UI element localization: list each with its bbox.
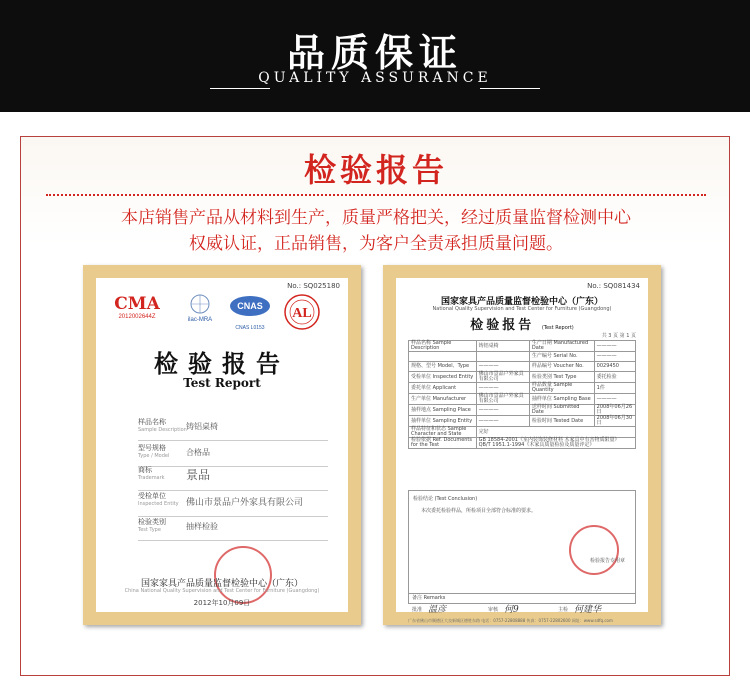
approver-signature: 温彦 — [428, 605, 447, 615]
banner-divider-left — [210, 88, 270, 89]
table-row: 生产单位 Manufacturer 佛山市景品户外家具有限公司 抽样单位 Sampling Base ———— — [409, 394, 636, 405]
field-value: 抽样检验 — [186, 522, 218, 531]
report-table — [408, 340, 636, 449]
field-value: 景品 — [186, 468, 211, 482]
red-seal-icon — [569, 525, 619, 575]
banner-subtitle: QUALITY ASSURANCE — [258, 70, 492, 86]
intro-line-2: 权威认证，正品销售，为客户全责承担质量问题。 — [189, 234, 563, 254]
cal-logo-icon — [282, 294, 322, 328]
cover-field-trademark: 商标 Trademark 景品 — [138, 464, 328, 491]
cma-logo-icon: CMA 2012002644Z — [114, 294, 160, 320]
header-banner — [0, 0, 750, 112]
dotted-divider — [46, 194, 706, 196]
table-row: 抽样单位 Sampling Entity ———— 检验时间 Tested Date 2008年06月30日 — [409, 416, 636, 427]
report-title: 检验报告 (Test Report) — [470, 318, 574, 333]
report-org: 国家家具产品质量监督检验中心（广东） — [440, 297, 603, 307]
conclusion-text: 本次委托检验样品，所检项目全部符合标准的要求。 — [421, 508, 537, 514]
tester-label: 主检 — [558, 607, 569, 613]
intro-line-1: 本店销售产品从材料到生产，质量严格把关，经过质量监督检测中心 — [121, 208, 631, 228]
report-number: No.: SQ081434 — [587, 282, 640, 290]
accreditation-logos — [112, 294, 332, 334]
report-org-en: National Quality Supervision and Test Center for Furniture (Guangdong) — [432, 306, 612, 312]
cover-field-test-type: 检验类别 Test Type 抽样检验 — [138, 516, 328, 541]
conclusion-label: 检验结论 (Test Conclusion) — [413, 496, 478, 502]
cover-field-sample: 样品名称 Sample Description 铸铝桌椅 — [138, 416, 328, 441]
section-title: 检验报告 — [303, 151, 448, 189]
field-value: 铸铝桌椅 — [186, 422, 218, 431]
table-row: 检验依据 Ref. Documents for the Test GB 18584-2001《室内装饰装修材料 木家具中有害物质限量》 QB/T 1951.1-1994《木家具质量检验及质量评定》 — [409, 438, 636, 449]
section-intro — [21, 205, 731, 257]
cover-field-entity: 受检单位 Inspected Entity 佛山市景品户外家具有限公司 — [138, 490, 328, 517]
seal-caption: 检验报告专用章 — [589, 558, 625, 564]
table-row: 生产编号 Serial No. ———— — [409, 352, 636, 362]
reviewer-label: 审核 — [488, 607, 499, 613]
table-row: 规格、型号 Model、Type ———— 样品编号 Voucher No. 0029450 — [409, 362, 636, 372]
banner-title: 品质保证 — [286, 31, 463, 75]
report-address: 广东省佛山市顺德区大良新城区德胜东路 电话：0757-22808888 传真：0757-22802600 网址：www.sdfq.com — [408, 618, 613, 623]
cover-org-en: China National Quality Supervision and Test Center for Furniture (Guangdong) — [124, 588, 320, 594]
table-row: 样品特征和状态 Sample Character and State 完好 — [409, 427, 636, 438]
tester-signature: 何建华 — [574, 605, 602, 615]
conclusion-box — [408, 490, 636, 594]
cover-date: 2012年10月09日 — [193, 599, 251, 607]
cover-number: No.: SQ025180 — [287, 282, 340, 290]
cover-field-model: 型号规格 Type / Model 合格品 — [138, 442, 328, 467]
svg-text:CNAS: CNAS — [237, 301, 263, 311]
remarks-row: 备注 Remarks — [408, 594, 636, 604]
cover-org: 国家家具产品质量监督检验中心（广东） — [140, 579, 303, 589]
table-row: 抽样地点 Sampling Place ———— 送样时间 Submitted Date 2008年06月26日 — [409, 405, 636, 416]
banner-divider-right — [480, 88, 540, 89]
ilac-logo-icon: ilac-MRA — [178, 294, 222, 328]
certificate-detail — [383, 265, 661, 625]
certificate-cover — [83, 265, 361, 625]
cover-title-en: Test Report — [183, 376, 261, 390]
table-row: 样品名称 Sample Description 铸铝桌椅 生产日期 Manufactured Date ———— — [409, 341, 636, 352]
cover-title: 检验报告 — [154, 350, 290, 378]
red-seal-icon — [214, 546, 272, 604]
table-row: 受检单位 Inspected Entity 佛山市景品户外家具有限公司 检验类别 Test Type 委托检验 — [409, 372, 636, 383]
approver-label: 批准 — [412, 607, 423, 613]
cnas-logo-icon: CNAS CNAS L0153 — [226, 294, 274, 328]
field-value: 佛山市景品户外家具有限公司 — [186, 498, 304, 508]
report-section — [20, 136, 730, 676]
field-value: 合格品 — [186, 448, 210, 457]
reviewer-signature: 何9 — [504, 605, 519, 615]
page-indicator: 共 3 页 第 1 页 — [601, 333, 636, 339]
table-row: 委托单位 Applicant ———— 样品数量 Sample Quantity 1件 — [409, 383, 636, 394]
svg-text:AL: AL — [292, 306, 312, 321]
